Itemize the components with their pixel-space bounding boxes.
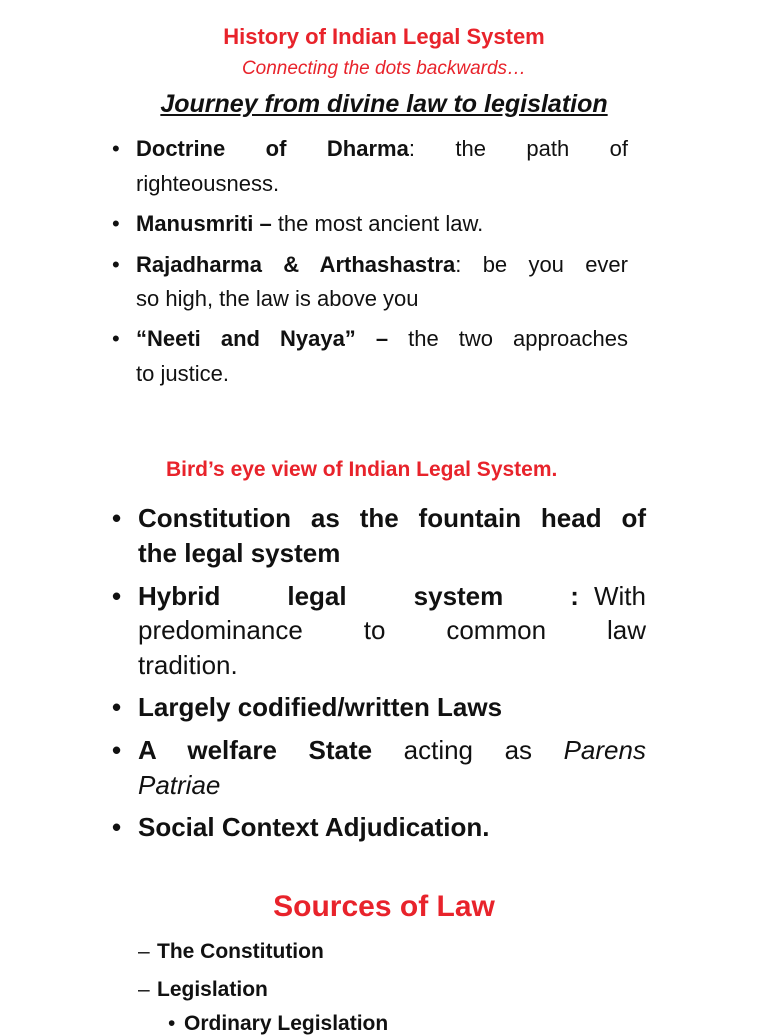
list-item-hybrid-cont: predominance to common law — [138, 615, 646, 645]
bullet: • — [112, 326, 120, 351]
bullet: • — [112, 581, 122, 611]
list-item-constitution-cont: the legal system — [138, 538, 341, 568]
section-heading-sources: Sources of Law — [273, 890, 495, 923]
section-heading-birds-eye: Bird’s eye view of Indian Legal System. — [166, 458, 558, 481]
bullet: • — [112, 503, 122, 533]
list-item-neeti-nyaya: “Neeti and Nyaya” – the two approaches — [136, 326, 628, 351]
list-item-manusmriti: Manusmriti – the most ancient law. — [136, 211, 484, 236]
list-item-neeti-nyaya-cont: to justice. — [136, 361, 229, 386]
dash: – — [138, 978, 150, 1001]
list-item-rajadharma-cont: so high, the law is above you — [136, 286, 419, 311]
list-item-social-context: Social Context Adjudication. — [138, 812, 490, 842]
list-item-the-constitution: The Constitution — [157, 940, 324, 963]
bullet: • — [112, 211, 120, 236]
page-title: History of Indian Legal System — [223, 24, 545, 49]
dash: – — [138, 940, 150, 963]
list-item-dharma-cont: righteousness. — [136, 171, 280, 196]
list-item-codified: Largely codified/written Laws — [138, 692, 503, 722]
sub-bullet: • — [168, 1012, 176, 1035]
list-item-welfare-state: A welfare State acting as Parens — [138, 735, 646, 765]
section-heading-journey: Journey from divine law to legislation — [160, 90, 608, 118]
bullet: • — [112, 812, 122, 842]
list-item-hybrid: Hybrid legal system : With — [138, 581, 646, 611]
list-item-ordinary-legislation: Ordinary Legislation — [184, 1012, 389, 1035]
bullet: • — [112, 735, 122, 765]
bullet: • — [112, 692, 122, 722]
list-item-constitution: Constitution as the fountain head of — [138, 503, 646, 533]
page-subtitle: Connecting the dots backwards… — [241, 58, 527, 79]
list-item-welfare-state-cont: Patriae — [138, 770, 221, 800]
bullet: • — [112, 136, 120, 161]
list-item-dharma: Doctrine of Dharma: the path of — [136, 136, 628, 161]
bullet: • — [112, 252, 120, 277]
list-item-legislation: Legislation — [157, 978, 268, 1001]
list-item-rajadharma: Rajadharma & Arthashastra: be you ever — [136, 252, 628, 277]
list-item-hybrid-cont2: tradition. — [138, 650, 238, 680]
